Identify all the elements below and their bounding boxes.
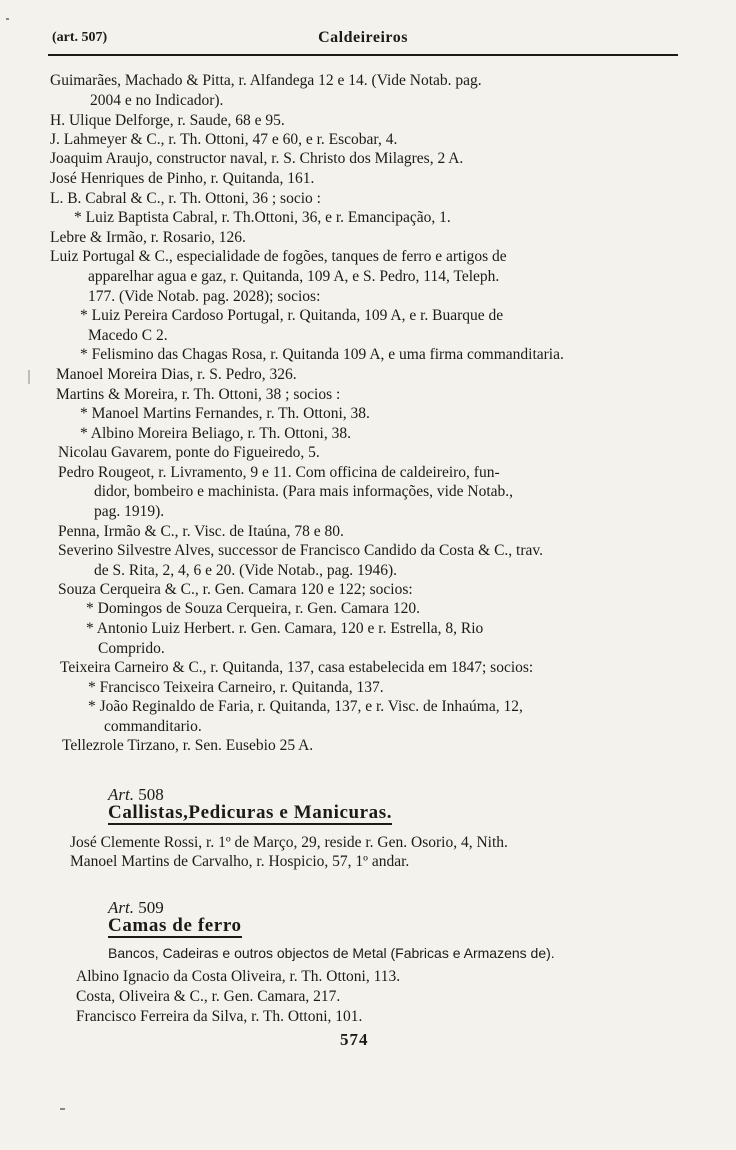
list-item: commanditario. [104,718,202,735]
list-item: Martins & Moreira, r. Th. Ottoni, 38 ; socios : [56,386,341,403]
article-number: 508 [138,785,164,804]
list-item: * João Reginaldo de Faria, r. Quitanda, 137, e r. Visc. de Inhaúma, 12, [88,698,523,715]
page-number: 574 [340,1030,369,1049]
article-label: Art. [108,898,134,917]
list-item: * Felismino das Chagas Rosa, r. Quitanda 109 A, e uma firma commanditaria. [80,346,564,363]
section-title: Callistas,Pedicuras e Manicuras. [108,802,393,823]
list-item: didor, bombeiro e machinista. (Para mais informações, vide Notab., [94,483,514,500]
article-label: Art. [108,785,134,804]
list-item: Souza Cerqueira & C., r. Gen. Camara 120 e 122; socios: [58,581,413,598]
list-item: * Francisco Teixeira Carneiro, r. Quitanda, 137. [88,679,384,696]
section-subnote: Bancos, Cadeiras e outros objectos de Metal (Fabricas e Armazens de). [108,945,555,961]
page-header [48,30,678,56]
list-item: Albino Ignacio da Costa Oliveira, r. Th. Ottoni, 113. [76,968,401,985]
list-item: Francisco Ferreira da Silva, r. Th. Ottoni, 101. [76,1008,363,1025]
list-item: Comprido. [98,640,165,657]
list-item: Tellezrole Tirzano, r. Sen. Eusebio 25 A. [62,737,314,754]
list-item: Guimarães, Machado & Pitta, r. Alfandega 12 e 14. (Vide Notab. pag. [50,72,482,89]
list-item: * Albino Moreira Beliago, r. Th. Ottoni, 38. [80,425,351,442]
list-item: 177. (Vide Notab. pag. 2028); socios: [88,288,321,305]
list-item: 2004 e no Indicador). [90,92,224,109]
scan-speck [28,370,30,384]
list-item: Macedo C 2. [88,327,168,344]
list-item: * Manoel Martins Fernandes, r. Th. Ottoni, 38. [80,405,370,422]
list-item: Nicolau Gavarem, ponte do Figueiredo, 5. [58,444,320,461]
list-item: Luiz Portugal & C., especialidade de fogões, tanques de ferro e artigos de [50,248,507,265]
list-item: * Luiz Pereira Cardoso Portugal, r. Quitanda, 109 A, e r. Buarque de [80,307,504,324]
list-item: Penna, Irmão & C., r. Visc. de Itaúna, 78 e 80. [58,523,344,540]
article-ref: (art. 507) [52,30,108,45]
list-item: H. Ulique Delforge, r. Saude, 68 e 95. [50,112,285,129]
list-item: * Domingos de Souza Cerqueira, r. Gen. Camara 120. [86,600,421,617]
section-title: Camas de ferro [108,915,242,936]
list-item: Manoel Moreira Dias, r. S. Pedro, 326. [56,366,297,383]
list-item: Lebre & Irmão, r. Rosario, 126. [50,229,246,246]
list-item: pag. 1919). [94,503,165,520]
list-item: J. Lahmeyer & C., r. Th. Ottoni, 47 e 60, e r. Escobar, 4. [50,131,398,148]
list-item: Teixeira Carneiro & C., r. Quitanda, 137, casa estabelecida em 1847; socios: [60,659,534,676]
list-item: Costa, Oliveira & C., r. Gen. Camara, 217. [76,988,341,1005]
list-item: Joaquim Araujo, constructor naval, r. S. Christo dos Milagres, 2 A. [50,150,464,167]
list-item: * Antonio Luiz Herbert. r. Gen. Camara, 120 e r. Estrella, 8, Rio [86,620,484,637]
list-item: apparelhar agua e gaz, r. Quitanda, 109 A, e S. Pedro, 114, Teleph. [88,268,500,285]
list-item: Manoel Martins de Carvalho, r. Hospicio, 57, 1º andar. [70,853,410,870]
list-item: José Clemente Rossi, r. 1º de Março, 29, reside r. Gen. Osorio, 4, Nith. [70,834,508,851]
list-item: L. B. Cabral & C., r. Th. Ottoni, 36 ; socio : [50,190,321,207]
list-item: * Luiz Baptista Cabral, r. Th.Ottoni, 36, e r. Emancipação, 1. [74,209,451,226]
list-item: de S. Rita, 2, 4, 6 e 20. (Vide Notab., pag. 1946). [94,562,397,579]
list-item: Severino Silvestre Alves, successor de Francisco Candido da Costa & C., trav. [58,542,544,559]
scan-speck [60,1108,65,1110]
article-number: 509 [138,898,164,917]
scan-speck [6,18,9,20]
list-item: Pedro Rougeot, r. Livramento, 9 e 11. Com officina de caldeireiro, fun- [58,464,500,481]
page-title: Caldeireiros [318,29,408,46]
list-item: José Henriques de Pinho, r. Quitanda, 161. [50,170,315,187]
